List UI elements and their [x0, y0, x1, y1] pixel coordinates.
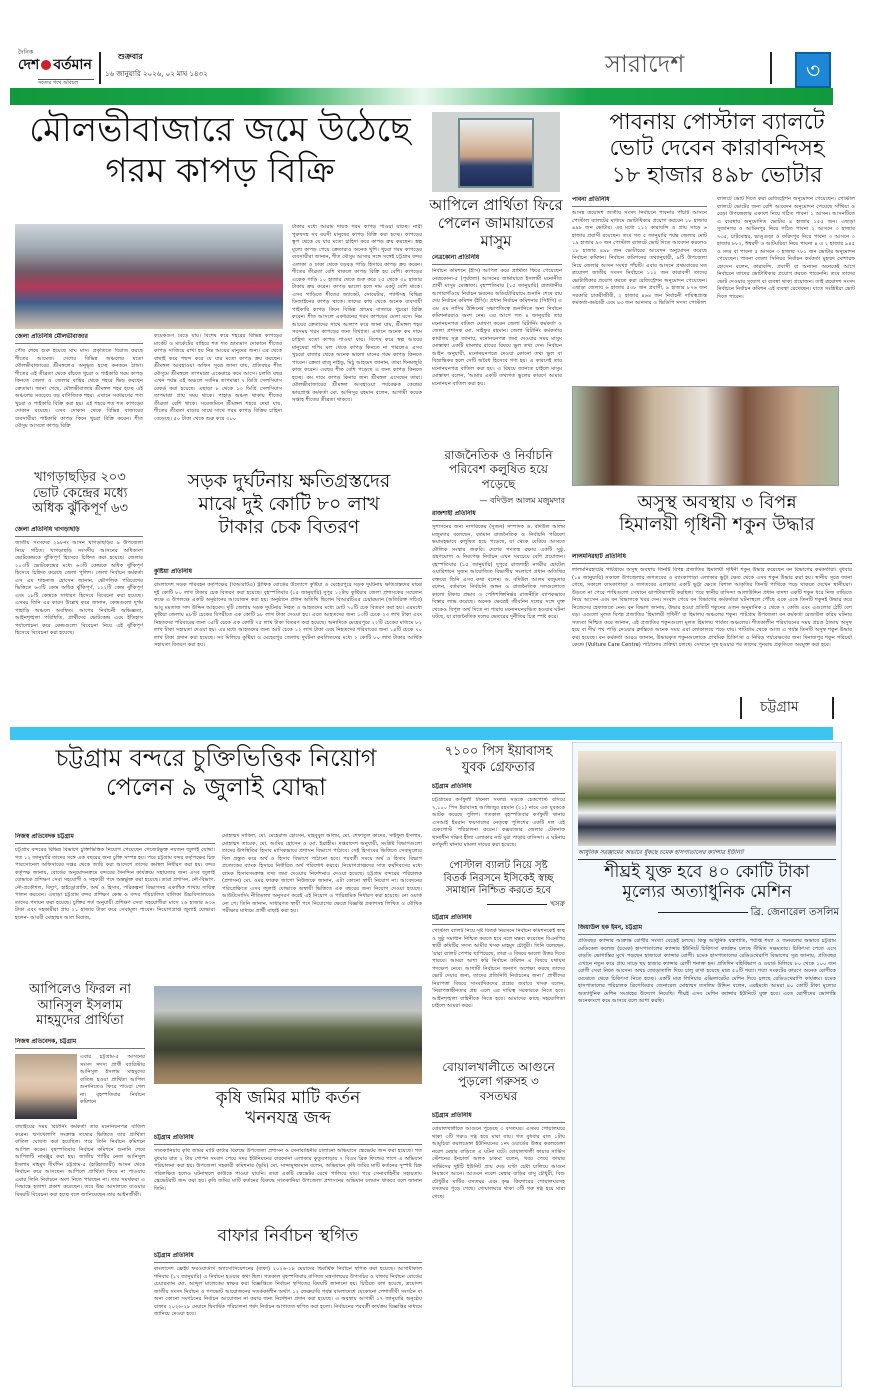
- quote-attribution: [432, 900, 565, 909]
- byline: চট্টগ্রাম প্রতিনিধি: [154, 1134, 422, 1145]
- quote-rule: [658, 912, 748, 913]
- article-body: সাতকানিয়ায় কৃষি জমির মাটি কাটার বিরুদ্ধে উপজেলা প্রশাসন ও সেনাবাহিনীর চালানো অভিযানে স্কেভেটর জব্দ করা হয়েছে। গত বুধবার রাত ২ টায় গোপন সংবাদ পেয়ে সদর ইউনিয়নের বারদোনা এলাকার কুতুবপাড়ায় ৭ বিওম ব্রিক ফিল্ডের পাশে এ অভিযান পরিচালনা করা হয়। উপজেলা সহকারী কমিশনার (ভূমি) মো. সাদ্দামুজ্জামান বলেন, অভিযানে কৃষি জমির মাটি কর্তনের সুস্পষ্ট চিহ্ন পরিলক্ষিত হলেও ঘটনাস্থলে কাউকে পাওয়া যায়নি। তারা একটি স্কেভেটর রেখে পালিয়ে যায়। পরে সেনাবাহিনীর সহায়তায় স্কেভেটরটি জব্দ করা হয়। কৃষি জমির মাটি কর্তনের বিরুদ্ধে সাতকানিয়া উপজেলা প্রশাসনের অভিযান চলমান থাকবে বলে জানান তিনি।: [154, 1148, 422, 1192]
- quote-name: ব্রি. জেনারেল তসলিম: [750, 907, 839, 918]
- quote-attribution: — বদিউল আলম মজুমদার: [479, 496, 565, 505]
- quote-name: খসরু: [550, 900, 565, 908]
- headline-line: হিমালয়ী গৃধিনী শকুন উদ্ধার: [619, 513, 815, 535]
- headline-anisul[interactable]: [15, 982, 145, 1029]
- article-body: পোস্টাল ব্যালট নিয়ে সৃষ্ট বিতর্ক নিরসনে নির্বাচন কমিশনকেই স্বচ্ছ ও সুষ্ঠু সমাধান নিশ্চিত করতে হবে বলে মন্তব্য করেছেন বিএনপির স্থায়ী কমিটির সদস্য আমীর খসরু মাহমুদ চৌধুরী। তিনি বলেছেন, 'যারা ব্যালট পেপার ছাপিয়েছে, তারা এ বিষয়ে ভালো উত্তর দিতে পারবে। আমরা আশা করি নির্বাচন কমিশন এ বিষয়ে যথাযথ পদক্ষেপ নেবে। আগামী নির্বাচনে জনগণ অপেক্ষা করছে তাদের ভোট দেয়ার জন্য, তাদের প্রতিনিধি নির্বাচনের জন্য।' প্রার্থীদের নিরাপত্তা বিষয়ে সাংবাদিকদের প্রশ্নের জবাবে খসরু বলেন, 'নিরাপত্তাহীনতার প্রশ্ন এলে এর দায়িত্ব সরকারকে নিতে হবে। আইনশৃঙ্খলা বাহিনীকে নিতে হবে। আমাদের কাছে সহযোগিতা চাইলে আমরা করব।: [432, 928, 565, 1010]
- headline-line: অধিক ঝুঁকিপূর্ণ ৬৩: [32, 501, 128, 517]
- headline-vulture[interactable]: [572, 492, 862, 535]
- headline-line: পুড়লো গরুসহ ৩: [458, 1074, 539, 1089]
- headline-line: সড়ক দুর্ঘটনায় ক্ষতিগ্রস্তদের: [187, 470, 391, 492]
- logo-prefix: দৈনিক: [18, 49, 34, 56]
- headline-line: টাকার চেক বিতরণ: [218, 515, 360, 538]
- logo-wordmark: [18, 58, 92, 73]
- byline: চট্টগ্রাম প্রতিনিধি: [154, 1252, 422, 1263]
- headline-line: ৭১০০ পিস ইয়াবাসহ: [444, 744, 553, 759]
- quote-name: বদিউল আলম মজুমদার: [490, 496, 565, 505]
- headline-line: রাজনৈতিক ও নির্বাচনি: [444, 448, 553, 462]
- byline: জেলা প্রতিনিধি খাগড়াছড়ি: [15, 526, 143, 537]
- photo-clothing-market: [15, 224, 283, 329]
- headline-line: গরম কাপড় বিক্রি: [105, 150, 335, 191]
- region-band: [10, 727, 833, 740]
- headline-line: বোয়ালখালীতে আগুনে: [442, 1060, 555, 1074]
- headline-port[interactable]: [10, 744, 422, 802]
- logo-right: বর্তমান: [53, 57, 92, 73]
- headline-jamaat[interactable]: [428, 196, 564, 250]
- divider: [99, 52, 101, 84]
- photo-hospital-ward: [578, 751, 836, 846]
- headline-cancer-unit[interactable]: [575, 862, 839, 903]
- byline: চট্টগ্রাম প্রতিনিধি: [432, 914, 565, 925]
- headline-line: মাঝে দুই কোটি ৮০ লাখ: [198, 492, 380, 515]
- byline: পাবনা প্রতিনিধি: [572, 196, 707, 207]
- headline-postal-ballot[interactable]: [432, 860, 565, 898]
- headline-line: বাফার নির্বাচন স্থগিত: [217, 1226, 359, 1246]
- byline: চট্টগ্রাম প্রতিনিধি: [432, 783, 565, 794]
- headline-line: পরিবেশ কলুষিত হয়ে: [449, 462, 548, 477]
- headline-yaba[interactable]: [432, 744, 565, 775]
- article-body: বাংলাদেশ ফ্রেইট ফরওয়ার্ডার্স অ্যাসোসিয়েশনের (বাফা) ২০২৬-২৮ মেয়াদের দ্বিবার্ষিক নির্বাচন স্থগিত করা হয়েছে। আগামীকাল শনিবার (১৭ জানুয়ারি) এ নির্বাচন হওয়ার কথা ছিল। গতকাল বৃহস্পতিবার বাণিজ্য মন্ত্রণালয়ের উপসচিব ও বাফার নির্বাচন বোর্ডের চেয়ারম্যান মো. আব্দুল মালেকের স্বাক্ষর করা বিজ্ঞপ্তিতে নির্বাচন স্থগিতের বিষয়টি জানানো হয়। চিঠিতে বলা হয়েছে, ত্রয়োদশ জাতীয় সংসদ নির্বাচন ও গণভোট আয়োজনের সতর্ককালীন অর্থাৎ ১২ ফেব্রুয়ারি পর্যন্ত বাংলাদেশে যেকোনো পেশাজীবী সংগঠন বা অন্য কোনো সংগঠনের নির্বাচন আয়োজন না করার জন্য নির্দেশনা প্রদান করা হয়েছে। এ অবস্থায় আগামী ১৭ জানুয়ারি অনুষ্ঠেয় বাফার ২০২৬-২৮ মেয়াদে দ্বিবার্ষিক পরিচালনা পর্ষদ নির্বাচন আপাতত স্থগিত করা হলো। নির্বাচনের পরবর্তী কার্যক্রম বিজ্ঞপ্তির মাধ্যমে জানিয়ে দেওয়া হবে।: [154, 1266, 422, 1318]
- headline-line: মাহমুদের প্রার্থিতা: [36, 1013, 124, 1029]
- article-body: কয়েকগুণ বেড়ে যায়। বিশেষ করে শহরের বিভিন্ন কাপড়ের মার্কেট ও মার্কেটের বাহিরে শত শত ভ্রাম্যমাণ দোকানে শীতের কাপড় সাজিয়ে রাখা হয় নিম্ন আয়ের মানুষের জন্য। এর থেকে বাছাই করে পছন্দ করে যে যার মতো কাপড় ক্রয় করছেন। শ্রীমঙ্গল আবহাওয়া অফিস সূত্রে জানা যায়, প্রতিবছর শীত মৌসুমে শ্রীমঙ্গলে তাপমাত্রা একেবারে কমে আসে। চলতি বছর এখন পর্যন্ত এই অঞ্চলে সর্বনিম্ন তাপমাত্রা ৭ ডিগ্রি সেলসিয়াস রেকর্ড করা হয়েছে। এছাড়া ৮ থেকে ১৩ ডিগ্রি সেলসিয়াস তাপমাত্রা প্রায় সময় থাকে। পাহাড় অঞ্চল থাকায় শীতের তীব্রতা বেশি থাকে। সরেজমিনে শ্রীমঙ্গল শহরে দেখা যায়, শীতের তীব্রতা বাড়ার সাথে সাথে গরম কাপড় বিক্রির চাহিদা বেড়েছে। ৫০ টাকা থেকে শুরু করে ৩০০: [154, 333, 282, 422]
- byline: নিজস্ব প্রতিবেদক, চট্টগ্রাম: [15, 1038, 145, 1049]
- byline: চট্টগ্রাম প্রতিনিধি: [432, 1112, 565, 1123]
- article-body: আসন্ন ত্রয়োদশ জাতীয় সংসদ নির্বাচনে পাবনার পাঁচটি আসনে পোস্টাল ব্যালটের মাধ্যমে ভোটাধিকার প্রয়োগ করবেন ১৮ হাজার ৪৯৮ জন ভোটার। এর মধ্যে ১১২ কারাবন্দি ও প্রায় সাড়ে ৬ হাজার প্রবাসী রয়েছেন। তবে গত ৫ জানুয়ারি পর্যন্ত জেলার মোট ১৯ হাজার ৯৩ জন পোস্টাল ব্যালটে ভোট দিতে আবেদন করলেও ১৮ হাজার ৪৯৮ জন ভোটারের আবেদন অনুমোদন করেছে নির্বাচন কমিশন। নির্বাচন কমিশনের তথ্যানুযায়ী, ৯টি উপজেলা নিয়ে জেলার আসন সংখ্যা পাঁচটি। এবার আসনে প্রথমবারের মত ত্রয়োদশ জাতীয় সংসদ নির্বাচনে ১১২ জন কারাবন্দী তাদের ভোটাধিকার প্রয়োগ করতে করা রেজিস্ট্রেশন অনুমোদন পেয়েছেন। এছাড়া জেলায় ৬ হাজার ৫৩৮ জন প্রবাসী, ৯ হাজার ৮৭৬ জন সরকারি চাকরীজীবী, ২ হাজার ৪৬৪ জন নির্বাচনী দায়িত্বপ্রাপ্ত কর্মকর্তা-কর্মচারী এবং ৪৩ জন আনসার ও ভিডিপি সদস্য পোস্টাল: [572, 210, 707, 307]
- article-body: সুশাসনের জন্য নাগরিকের (সুজন) সম্পাদক ড. বদিউল আলম মজুমদার বলেছেন, বর্তমান রাজনৈতিক ও নির্বাচনি পরিবেশ ভয়াবহভাবে কলুষিত হয়ে পড়েছে, যা থেকে বেরিয়ে আসতে মৌলিক সংস্কার জরুরি। দেশের গণতন্ত্র রক্ষার একটি সুষ্ঠু, গ্রহণযোগ্য ও নিরপেক্ষ নির্বাচন এখন সবচেয়ে বেশি প্রয়োজন। বৃহস্পতিবার (১৫ জানুয়ারি) দুপুরে রাজশাহী নগরীর হোটেল ওয়ারিশানে সুজন আয়োজিত বিভাগীয় সংলাপে প্রধান অতিথির বক্তব্যে তিনি এসব কথা বলেন। ড. বদিউল আলম মজুমদার বলেন, বর্তমানে নির্বাচনি অঙ্গন ও রাজনৈতিক দলগুলোতে কালো টাকার প্রভাব ও পেশিশক্তিনির্ভর রাজনীতি ব্যাপকভাবে বিস্তার লাভ করেছে। অনেক ক্ষেত্রেই জীবনিন দলের সঙ্গে যুক্ত থেকেও বিপুল অর্থ দিতে না পারায় মনোনয়নবঞ্চিত হওয়ার ঘটনা ঘটছে, যা রাজনৈতিক দলের ভেতরের দুর্নীতির চিত্র স্পষ্ট করে।: [432, 524, 565, 621]
- newspaper-logo: [18, 50, 96, 88]
- section-title: সারাদেশ: [605, 50, 685, 78]
- headline-line: আনিসুল ইসলাম: [37, 997, 123, 1013]
- headline-line: আপিলে প্রার্থিতা ফিরে: [429, 196, 563, 214]
- headline-line: পাবনায় পোস্টাল ব্যালটে: [609, 110, 825, 135]
- byline: জিয়াউল হক ইমন, চট্টগ্রাম: [578, 924, 836, 935]
- byline: নেত্রকোনা প্রতিনিধি: [432, 254, 562, 265]
- article-body: লালমনিরহাটের পাটগ্রামে অসুস্থ অবস্থায় তিনটি বিপন্ন প্রজাতির হিমালয়ী গৃধিনী শকুন উদ্ধার করেছেন বন বিভাগের কর্মকর্তারা। বুধবার (১৪ জানুয়ারি) সকালে উপজেলার জগতবের ও ব্যাংকাপাড়া এলাকার ভুট্টা ক্ষেত থেকে এসব শকুন উদ্ধার করা হয়। স্থানীয় সূত্রে জানা গেছে, সকালে ব্যাংকাপাড়া ও জগতবের এলাকার একটি ভুট্টা ক্ষেতে বিশাল আকৃতির তিনটি পাখিকে পড়ে থাকতে দেখেন স্থানীয়রা। উড়তে না পেরে পাখিগুলো সেখানে ঝাপটাঝাপটি করছিল। পরে স্থানীয় বাসিন্দা আলাউদ্দিন প্রধান বাদশা একটি শকুন ধরে নিজ বাড়িতে নিয়ে আসেন এবং বন বিভাগকে খবর দেন। সংবাদ পেয়ে বন বিভাগের কর্মকর্তারা ঘটনাস্থলে পৌঁছে একে একে তিনটি শকুনই উদ্ধার করে নিজেদের হেফাজতে নেন। বন বিভাগ জানায়, উদ্ধার হওয়া প্রতিটি শকুনের ওজন অনুমানিক ৫ থেকে ৭ কেজি এবং এগুলোর ঠোঁট বেশ বড়। এগুলো মূলত বিপন্ন প্রজাতির 'হিমালয়ী গৃধিনী' বা হিমালয় অঞ্চলের শকুন। পাটগ্রাম উপজেলা বন কর্মকর্তা রেজাউল করিম ঘটনার সত্যতা নিশ্চিত করে জানান, এই প্রজাতির শকুনগুলো মূলত হিমালয় পার্বত্য অঞ্চলের। শীতকালীন পরিযায়নের সময় প্রচণ্ড ঠান্ডায় অসুস্থ হয়ে বা দীর্ঘ পথ পাড়ি দেওয়ার ক্লান্তিতে অনেক সময় এরা লোকালয়ে পড়ে যায়। পাটগ্রাম থেকে আজ এ পর্যন্ত তিনটি অসুস্থ শকুন উদ্ধার করা হয়েছে। বন কর্মকর্তা আরও জানান, উদ্ধারকৃত শকুনগুলোকে প্রাথমিক চিকিৎসা ও নিবিড় পর্যবেক্ষণের জন্য দিনাজপুর শকুন পরিচর্যা কেন্দ্রে (Vulture Care Centre) পাঠানোর প্রক্রিয়া চলছে। সেখানে সুস্থ হওয়ার পর তাদের পুনরায় প্রকৃতিতে অবমুক্ত করা হবে।: [572, 567, 852, 649]
- article-body: পৌষ শেষে শুরু হয়েছে মাঘ মাস। প্রকৃতিতে বিরাজ করছে শীতের আমেজ। দেশের বিভিন্ন অঞ্চলের মতো মৌলভীবাজারের শ্রীমঙ্গলেও অনুভূত হচ্ছে কনকনে ঠান্ডা। শীতের এই তীব্রতা থেকে বাঁচতে খুচরা ও পাইকারি গরম কাপড় কিনতে জেলা ও জেলার বাহির থেকে শহরে ভিড় করছেন ক্রেতারা। জানা গেছে, মৌলভীবাজার শ্রীমঙ্গল শহর হচ্ছে এই অঞ্চলের সবচেয়ে বড় বাণিজ্যিক শহর। এখানে সবধরণের পণ্য খুচরা ও পাইকারি বিক্রি করা হয়। এই শহরে শত শত কাপড়ের দোকান রয়েছে। এসব দোকান থেকে বিভিন্ন বাজারের ব্যবসায়ীরা পাইকারি কাপড় কিনে খুচরা বিক্রি করেন। শীত মৌসুম আসলে কাপড় বিক্রি: [15, 348, 143, 430]
- article-body: নির্বাচন কমিশনে (ইসি) আপিল করে প্রার্থিতা ফিরে পেয়েছেন নেত্রকোনা-৫ (পূর্বধলা) আসনের জামায়াতে ইসলামী মনোনীত প্রার্থী মাসুম মোস্তাফা। বৃহস্পতিবার (১৫ জানুয়ারি) রাজধানীর আগারগাঁওয়ে নির্বাচন ভবনের অডিটোরিয়ামে শুনানি শেষে রায় দেয় নির্বাচন কমিশন (ইসি)। প্রধান নির্বাচন কমিশনার (সিইসি) এ এম এম নাসির উদ্দিনের সভাপতিত্বে শুনানিতে অন্য নির্বাচন কমিশনাররাও অংশ নেন। এর আগে গত ৪ জানুয়ারি তার মনোনয়নপত্র বাতিল ঘোষণা করেন জেলা রিটার্নিং কর্মকর্তা ও জেলা প্রশাসক মো. সাইফুর রহমান। জেলা রিটার্নিং কর্মকর্তার কার্যালয় সূত্র জানায়, মনোনয়নপত্র জমা দেওয়ার সময় মাসুম মোস্তাফা একটি মামলার রায়ের বিষয়ে ভুল তথ্য দেন। নির্বাচন আইন অনুযায়ী, মনোনয়নপত্রে দেওয়া কোনো তথ্য ভুল বা বিভ্রান্তিকর হলে সেটি অবৈধ হিসেবে গণ্য হয়। এ কারণেই তার মনোনয়নপত্র বাতিল করা হয়। এ বিষয়ে জানতে চাইলে মাসুম মোস্তাফা বলেন, 'আমার একটি তথ্যগত ভুলের কারণে আমার মনোনয়ন বাতিল করা হয়।: [432, 268, 562, 387]
- byline: রাজশাহী প্রতিনিধি: [432, 510, 565, 521]
- headline-khagrachari[interactable]: [15, 470, 145, 517]
- headline-pabna[interactable]: [572, 110, 862, 189]
- article-body: চট্টগ্রামের কর্ণফুলী টানেল সংলগ্ন সড়কে চেকপোস্ট বসিয়ে ৭,১০০ পিস ইয়াবাসহ আজিজুর রহমান (২১) নামে এক যুবককে আটক করেছে পুলিশ। গতকাল বৃহস্পতিবার কর্ণফুলী থানার এসআই ইমরান ফয়সালের নেতৃত্বে পুলিশের একটি দল এই চেকপোস্ট পরিচালনা করেন। কক্সবাজার জেলার টেকনাফ থানাধীন দক্ষিণ হীলা এলাকার নাট মুরা পাড়ার বাসিন্দা। এ ঘটনায় কর্ণফুলী থানায় মামলা দায়ের করা হয়েছে।: [432, 797, 565, 849]
- quote-rule: [487, 904, 547, 905]
- logo-tagline: সত্যের পথে অবিচল: [38, 79, 94, 86]
- divider: [770, 52, 772, 84]
- headline-line: ভোট কেন্দ্রের মধ্যে: [32, 485, 128, 501]
- article-body: বাছাইয়ের সময় রিটার্নিং কর্মকর্তা তার মনোনয়নপত্র বাতিল করেন। ঋণখেলাপি সংক্রান্ত তথ্যের ভিত্তিতে তার প্রার্থিতা বাতিল ঘোষণা করা হয়েছিল। পরে তিনি নির্বাচন কমিশনে আপিল করেন। বৃহস্পতিবার নির্বাচন কমিশনে শুনানি শেষে আপিলটি নামঞ্জুর করা হয়। জাতীয় পার্টির নেতা আনিসুল ইসলাম মাহমুদ দীর্ঘদিন চট্টগ্রাম-৫ (হাটহাজারী) আসন থেকে নির্বাচন করে আসছেন। আপিলে প্রার্থিতা ফিরে না পাওয়ায় এবার তিনি নির্বাচনে অংশ নিতে পারছেন না। তার সমর্থকরা এ সিদ্ধান্তে হতাশা প্রকাশ করেছেন। তবে উচ্চ আদালতে যাওয়ার বিষয়টি বিবেচনা করা হচ্ছে বলে জানিয়েছেন তার আইনজীবী।: [15, 1124, 145, 1198]
- article-body: জাতীয় সংসদের ২৯৮নং আসন খাগড়াছড়ির ৯ উপজেলা নিয়ে গঠিত। খাগড়াছড়ি সংসদীয় আসনের অধিকাংশ ভোটকেন্দ্রকে ঝুঁকিপূর্ণ হিসেবে চিহ্নিত করা হয়েছে। জেলার ২০৩টি ভোটকেন্দ্রের মধ্যে ৬৩টি কেন্দ্রকে অধিক ঝুঁকিপূর্ণ হিসেবে চিহ্নিত করেছে জেলা পুলিশ। জেলা নির্বাচন কর্মকর্তা এস এম শাহনাজ হোসেন জানান, ভৌগলিক পরিবেশের ভিত্তিতে ৬৩টি কেন্দ্র অধিক ঝুঁকিপূর্ণ, ১২২টি কেন্দ্র ঝুঁকিপূর্ণ এবং ১৮টি কেন্দ্রকে সাধারণ হিসেবে বিবেচনা করা হয়েছে। এসময় তিনি এর কারণ উল্লেখ করে জানান, কেন্দ্রগুলো দুর্গম পাহাড়ি অঞ্চলে অবস্থিত। আগের নির্বাচনী অভিজ্ঞতা, আইনশৃঙ্খলা পরিস্থিতি, প্রার্থীদের ভোটকেন্দ্র এবং ইতিহাস পর্যালোচনা করে কেন্দ্রগুলো বিবেচনা নিয়ে এই ঝুঁকিপূর্ণ হিসেবে বিবেচনা করা হয়েছে।: [15, 540, 143, 637]
- headline-line: শীঘ্রই যুক্ত হবে ৪০ কোটি টাকা: [604, 862, 810, 882]
- portrait-frame: [458, 118, 534, 188]
- photo-army-operation: [154, 986, 422, 1084]
- article-body: প্রতিবছর ক্যান্সার আক্রান্ত রোগীর সংখ্যা বেড়েই চলছে। কিন্তু আধুনিক যন্ত্রপাতি, পর্যাপ্ত শয্যা ও জনবলের অভাবে চট্টগ্রাম মেডিকেল কলেজ (চমেক) হাসপাতালের ক্যান্সার ইউনিটে চিকিৎসা কার্যক্রম চলছে সীমিত সক্ষমতায়। চিকিৎসা পেতে এসে বাড়তি ভোগান্তির মুখে পড়ছেন হাজারো ক্যান্সার রোগী। চমেক হাসপাতালের রেডিওথেরাপি বিভাগের সূত্র জানায়, প্রতিবছর এখানে নতুন করে প্রায় সাড়ে ছয় হাজার ক্যান্সার রোগী শনাক্ত হন। প্রতিদিন বহির্বিভাগ ও ওয়ার্ড মিলিয়ে ৮০ থেকে ১০০ জন রোগী সেবা নিতে আসেন। অথচ জোড়াতালি দিয়ে চালু রাখা হয়েছে মাত্র ৫০টি শয্যা। শয্যা সংকটের কারণে অনেক রোগীকে মেঝেতে থেকে চিকিৎসা নিতে হচ্ছে। একটি মাত্র লিনিয়ার এক্সিলারেটর মেশিন দিয়ে চলছে রেডিওথেরাপি কার্যক্রম। চমেক হাসপাতালের পরিচালক ব্রিগেডিয়ার জেনারেল মোহাম্মদ তসলিম উদ্দিন বলেন, এরইমধ্যে আমরা ৪০ কোটি টাকা মূল্যের অত্যাধুনিক মেশিন সংগ্রহের উদ্যোগ নিয়েছি। শীঘ্রই এসব মেশিন ক্যান্সার ইউনিটে যুক্ত হবে। এতে রোগীদের ভোগান্তি অনেকাংশে কমে আসবে বলে আশা করছি।: [578, 938, 836, 1005]
- headline-soil[interactable]: [154, 1088, 422, 1129]
- article-body: ব্যালটে ভোট দিতে করা রেজিস্ট্রেশন অনুমোদন পেয়েছেন। পোস্টাল ব্যালটে ভোটের জন্য বেশি আবেদন অনুমোদন পেয়েছে সাঁথিয়া ও বেড়া উপজেলার একাংশ নিয়ে গঠিত পাবনা ১ আসন। আসনটিতে এ ব্যবস্থায় অনুমোদিত ভোটার ৪ হাজার ১৫৫ জন। এছাড়া সুজানগর ও আমিনপুর নিয়ে গঠিত পাবনা ২ আসনে ৩ হাজার ৭৩৫, চাটমোহর, ভাঙ্গুড়া ও ফরিদপুর নিয়ে পাবনা ৩ আসনে ৩ হাজার ৮৮২, ঈশ্বরদী ও আটঘরিয়া নিয়ে পাবনা ৪ এ ২ হাজার ৯৪৫ ও সদর বা পাবনা ৫ আসনে ৩ হাজার ৭৮১ জন ভোটার অনুমোদন পেয়েছেন। পাবনা জেলা সিনিয়র নির্বাচন কর্মকর্তা মুহম্মদ মোশারফ হোসেন বলেন, কারাবন্দি, প্রবাসী বা অন্যান্য অনেকেই আগে নির্বাচনে তাদের ভোটাধিকার প্রয়োগ করতে পারেননি। তবে তাদের ভোট দেওয়ার সুযোগ বা ব্যবস্থা থাকা প্রয়োজন। তাই ত্রয়োদশ সংসদ নির্বাচনে নির্বাচন কমিশন এই ব্যবস্থা রেখেছেন। যাতে সংশ্লিষ্টরা ভোট দিতে পারেন।: [717, 196, 855, 300]
- headline-line: মূল্যের অত্যাধুনিক মেশিন: [622, 882, 792, 903]
- headline-bafa[interactable]: [154, 1226, 422, 1246]
- headline-rajshahi[interactable]: [432, 448, 565, 491]
- headline-line: আপিলেও ফিরল না: [28, 982, 132, 997]
- headline-line: চট্টগ্রাম বন্দরে চুক্তিভিত্তিক নিয়োগ: [55, 744, 377, 772]
- headline-line: মাসুম: [480, 232, 512, 250]
- divider: [740, 697, 742, 719]
- article-body: মোহাম্মদ সাকিল, মো. মেহেরাজ হোসেন, মাহবুবুল আলম, মো. শেফাতুল কাদের, সাইফুল ইসলাম, মোহাম্মদ তারেক, মো. আমির হোসেন ও মো. ইব্রাহীম। দপ্তরাদেশ অনুযায়ী, সংশ্লিষ্ট বিভাগগুলো তাদের উপস্থিতির হিসাব মাসিকভাবে প্রশাসন বিভাগে পাঠাবে। সেই হিসাবের ভিত্তিতে সেবামূল্যের বিল প্রস্তুত করে অর্থ ও হিসাব বিভাগে পাঠানো হবে। পরবর্তী সময়ে অর্থ ও হিসাব বিভাগ প্রত্যেকের ব্যাংক হিসাবে নির্ধারিত অর্থ পরিশোধ করবে। নিয়োগপ্রাপ্তদের সাত কর্মদিবসের মধ্যে ব্যাংক হিসাবসংক্রান্ত তথ্য জমা দেওয়ার নির্দেশনাও দেওয়া হয়েছে। চট্টগ্রাম বন্দরের পরিচালক (প্রশাসন) মো. ওমর ফারুক জাগো নিউজকে জানান, এটা কোনো স্থায়ী নিয়োগ না। আবেদনের পরিপ্রেক্ষিতে এসব জুলাই যোদ্ধাকে অস্থায়ী ভিত্তিতে এক বছরের জন্য নিয়োগ দেওয়া হয়েছে। আউটসোর্সিং নীতিমালা অনুসরণ করেই এই নিয়োগ ও পারিশ্রমিক নির্ধারণ করা হয়েছে। নো ওয়ার্ক নো পে। তিনি জানান, সাধারণত স্থায়ী পদে নিয়োগের ক্ষেত্রে বিজ্ঞপ্তি প্রকাশসহ লিখিত ও মৌখিক পরীক্ষার মাধ্যমে প্রার্থী বাছাই করা হয়।: [222, 833, 422, 915]
- section-band: [10, 88, 833, 105]
- issue-day: শুক্রবার: [118, 52, 143, 61]
- headline-line: পড়েছে: [481, 476, 516, 491]
- headline-line: মৌলভীবাজারে জমে উঠেছে: [29, 110, 411, 150]
- photo-caption: আধুনিক সরঞ্জামের অভাবে ধুঁকছে চমেক হাসপাতালের ক্যান্সার ইউনিট: [578, 849, 836, 860]
- headline-line: খননযন্ত্র জব্দ: [245, 1108, 331, 1129]
- article-body: চট্টগ্রাম বন্দরের বিভিন্ন বিভাগে চুক্তিভিত্তিক নিয়োগ পেয়েছেন গেজেটভুক্ত নয়জন জুলাই যোদ্ধা। গত ১২ জানুয়ারি তাদের সঙ্গে এক বছরের জন্য চুক্তি সম্পন্ন হয়। পরে চট্টগ্রাম বন্দর কর্তৃপক্ষের চিফ পারসোনেল অফিসারের দপ্তর থেকে জারি করা আদেশে তাদের কর্মস্থল নির্ধারণ করা হয়। বন্দর কর্তৃপক্ষ জানায়, বোর্ডের অনুমোদনক্রমে বন্দরের দৈনন্দিন কার্যক্রমে সহায়তার জন্য এসব জুলাই যোদ্ধাকে প্রশিক্ষণ সেবা সহযোগী ও সহকারী পদে অন্তর্ভুক্ত করা হয়েছে। তারা প্রশাসন, নৌ-বিভাগ, নৌ-প্রকৌশল, বিদ্যুৎ, হাইড্রোগ্রাফি, অর্থ ও হিসাব, পরিকল্পনা বিভাগসহ একাধিক শাখায় দায়িত্ব পালন করবেন। এছাড়া চট্টগ্রাম বন্দর প্রশিক্ষণ কেন্দ্র ও বন্দর পরিচালিত বালিকা উচ্চবিদ্যালয়েও তাদের পদায়ন করা হয়েছে। চুক্তির শর্ত অনুযায়ী প্রশিক্ষণ সেবা সহযোগীরা মাসে ২৬ হাজার ৬৩৬ টাকা এবং সহকারীরা প্রায় ২১ হাজার টাকা করে সেবামূল্য পাবেন। নিয়োগপ্রাপ্ত জুলাই যোদ্ধারা হলেন- আরবী মোহাম্মদ আল মিরাজ,: [15, 847, 215, 921]
- headline-line: পোস্টাল ব্যালট নিয়ে সৃষ্ট: [449, 860, 548, 871]
- headline-moulvibazar[interactable]: [15, 110, 425, 192]
- photo-vulture: [572, 386, 839, 486]
- article-body: বাংলাদেশ সড়ক পরিবহন কর্তৃপক্ষের (বিআরটিএ) ট্রাফিক বোর্ডের উদ্যোগে কুষ্টিয়া ও মেহেরপুরে সড়ক দুর্ঘটনায় ক্ষতিগ্রস্তদের মাঝে দুই কোটি ৮০ লাখ টাকার চেক বিতরণ করা হয়েছে। বৃহস্পতিবার (১৫ জানুয়ারি) দুপুর ১২টায় কুষ্টিয়ার জেলা প্রশাসকের সম্মেলন কক্ষে এ উপলক্ষে একটি অনুষ্ঠানের আয়োজন করা হয়। অনুষ্ঠানে প্রধান অতিথি ছিলেন বিআরটিএর চেয়ারম্যান (অতিরিক্ত সচিব) আবু মমতাজ সাদ উদ্দিন আহমেদ। দুটি জেলায় সড়ক দুর্ঘটনায় নিহত ও আহতদের মধ্যে মোট ৭০টি চেক বিতরণ করা হয়। এরমধ্যে কুষ্টিয়া জেলায় ৪৮টি চেকের বিপরীতে এক কোটি ৯৮ লাখ টাকা দেওয়া হয়। এতে আহতদের জন্য ১৩টি চেকে ২৩ লাখ টাকা এবং নিহতদের পরিবারের জন্য ৩৫টি চেকে এক কোটি ৭৫ লাখ টাকা বিতরণ করা হয়েছে। অন্যদিকে মেহেরপুরে ২২টি চেকের মাধ্যমে ৮২ লাখ টাকা সহায়তা দেওয়া হয়। এর মধ্যে আহতদের জন্য আট চেকে ১২ লাখ টাকা এবং নিহতদের পরিবারের জন্য ১৪টি চেকে ৭০ লাখ টাকা প্রদান করা হয়েছে। সব মিলিয়ে কুষ্টিয়া ও মেহেরপুর জেলায় দুর্ঘটনা কবলিতদের মধ্যে ২ কোটি ৮০ লাখ টাকার আর্থিক সহায়তা বিতরণ করা হয়।: [154, 582, 422, 649]
- headline-line: পেলেন ৯ জুলাই যোদ্ধা: [105, 772, 327, 801]
- headline-line: অসুস্থ অবস্থায় ৩ বিপন্ন: [637, 492, 797, 513]
- headline-line: খাগড়াছড়ির ২০৩: [34, 470, 126, 485]
- headline-line: ১৮ হাজার ৪৯৮ ভোটার: [611, 162, 823, 188]
- issue-date: ১৬ জানুয়ারি ২০২৬, ০২ মাঘ ১৪৩২: [105, 70, 208, 78]
- headline-line: ভোট দেবেন কারাবন্দিসহ: [609, 136, 825, 162]
- headline-line: বিতর্ক নিরসনে ইসিকেই স্বচ্ছ: [443, 872, 554, 884]
- headline-line: পেলেন জামায়াতের: [437, 214, 555, 232]
- photo-portrait: [15, 1054, 77, 1119]
- quote-attribution: [575, 906, 839, 919]
- map-emblem-icon: [41, 60, 51, 70]
- headline-line: যুবক গ্রেফতার: [461, 759, 536, 775]
- article-body: বোয়ালখালীতে আগুনে পুড়েছে ৩ বসতঘর। এসময় গোয়ালঘরে থাকা ৩টি গরুও দগ্ধ হয়ে মারা যায়। গত বুধবার রাত ১টায় আমুচিয়া করলডেঙ্গা ইউনিয়নের ১নং ওয়ার্ডের উত্তর করলডেঙ্গা নরেশ মেম্বার বাড়িতে এ ঘটনা ঘটে। বোয়ালখালী ফায়ার সার্ভিস স্টেশনের ইনচার্জ অলক চাকমা বলেন, খবর পেয়ে ফায়ার সার্ভিসের দুইটি ইউনিট প্রায় দেড় ঘণ্টা চেষ্টা চালিয়ে আগুন নিয়ন্ত্রণে আনে। আগুনে নরেশ মেম্বার বাড়ির বাসু চৌধুরী, বিশু চৌধুরীর মাটির বসতঘর এবং কৃষ্ণ কিশোরের গোয়ালঘরসহ বসতঘর পুড়ে গেছে। গোয়ালঘরে থাকা ৩টি গরু দগ্ধ হয়ে মারা গেছে।: [432, 1126, 565, 1200]
- page-number: ৩: [795, 52, 831, 88]
- headline-road-accident[interactable]: [154, 470, 424, 538]
- article-body: এবার চট্টগ্রাম-৫ আসনের সংসদ সদস্য প্রার্থী ব্যারিস্টার আনিসুল ইসলাম মাহমুদের বাতিল হওয়া প্রার্থিতা আপিল শুনানিতেও ফিরে পাওয়া গেল না। বৃহস্পতিবার নির্বাচন কমিশনে: [80, 1054, 145, 1106]
- headline-line: সমাধান নিশ্চিত করতে হবে: [445, 885, 552, 896]
- article-body: টাকার মধ্যে আরাম দায়ক গরম কাপড় পাওয়া যাচ্ছে। নারী পুরুষসহ সব বয়সী মানুষের কাপড় বিক্রি করা হচ্ছে। কাপড়ের স্তূপ থেকে যে যার মতো চাহিদা করে কাপড় ক্রয় করছেন। স্বল্প মূল্যে কাপড় পেয়ে ক্রেতারাও অনেক খুশি। খুচরা গরম কাপড়ের ব্যবসায়ীরা জানান, শীত মৌসুম আসার সঙ্গে সঙ্গেই চট্টগ্রাম বন্দর এলাকা ও ঢাকা থেকে বড়বড় গাড়ি হিসাবে কাপড় ক্রয় করেন। শীতের তীব্রতা বেশি থাকলে কাপড় বিক্রি হয় বেশি। কাপড়ের একেক গাড়ি ১০ হাজার থেকে শুরু করে ২৫ থেকে ৩০ হাজার টাকায় ক্রয় করেন। কাপড় ভালো হলে দাম একটু বেশি থাকে। এসব গাড়িতে শীতের জ্যাকেট, সোয়েটার, প্যান্টসহ বিভিন্ন ডিজাইনের কাপড় থাকে। তাদের কাছ থেকে অনেক ব্যবসায়ী পাইকারি কাপড় কিনে বিভিন্ন গ্রামের বাজারে খুচরো বিক্রি করেন। শীত আসলে একধরনের গরম কাপড়ের মেলা বসে। নিম্ন আয়ের ক্রেতাদের সাথে আলাপ করে জানা যায়, শ্রীমঙ্গল শহর সবসময় গরম কাপড়ের জন্য বিখ্যাত। এখানে অনেক কম দামে চাহিদা মতো কাপড় পাওয়া যায়। বিশেষ করে স্বল্প আয়ের মানুষেরা শপিং মল থেকে কাপড় কিনতে না পারলেও এসব খুচরো বাজার থেকে অনেক ভালো মানের গরম কাপড় কিনতে পারেন। ক্রেতা রাজু নাইডু, মিঠু আহমেদ জানান, তারা দিনমজুরি কাজ করেন। এবছর শীত বেশি পড়েছে এ জন্য কাপড় কিনতে হচ্ছে। কম দামে কাপড় কিনার জন্য শ্রীমঙ্গল এসেছেন তারা। মৌলভীবাজারের শ্রীমঙ্গল আবহাওয়া পর্যবেক্ষক কেন্দ্রের ভারপ্রাপ্ত কর্মকর্তা মো. আনিসুর রহমান বলেন, আগামী কয়েক সপ্তাহ শীতের তীব্রতা থাকবে।: [292, 224, 422, 404]
- headline-line: কৃষি জমির মাটি কর্তন: [215, 1088, 361, 1108]
- byline: জেলা প্রতিনিধি মৌলভীবাজার: [15, 333, 143, 344]
- headline-line: বসতঘর: [479, 1088, 518, 1103]
- byline: লালমনিরহাট প্রতিনিধি: [572, 553, 852, 564]
- region-label: চট্টগ্রাম: [760, 699, 799, 715]
- byline: কুষ্টিয়া প্রতিনিধি: [154, 568, 422, 579]
- photo-portrait: [432, 112, 560, 192]
- headline-boalkhali[interactable]: [432, 1060, 565, 1103]
- logo-left: দেশ: [18, 57, 40, 73]
- byline: নিজস্ব প্রতিবেদক চট্টগ্রাম: [15, 833, 215, 844]
- divider: [832, 697, 834, 719]
